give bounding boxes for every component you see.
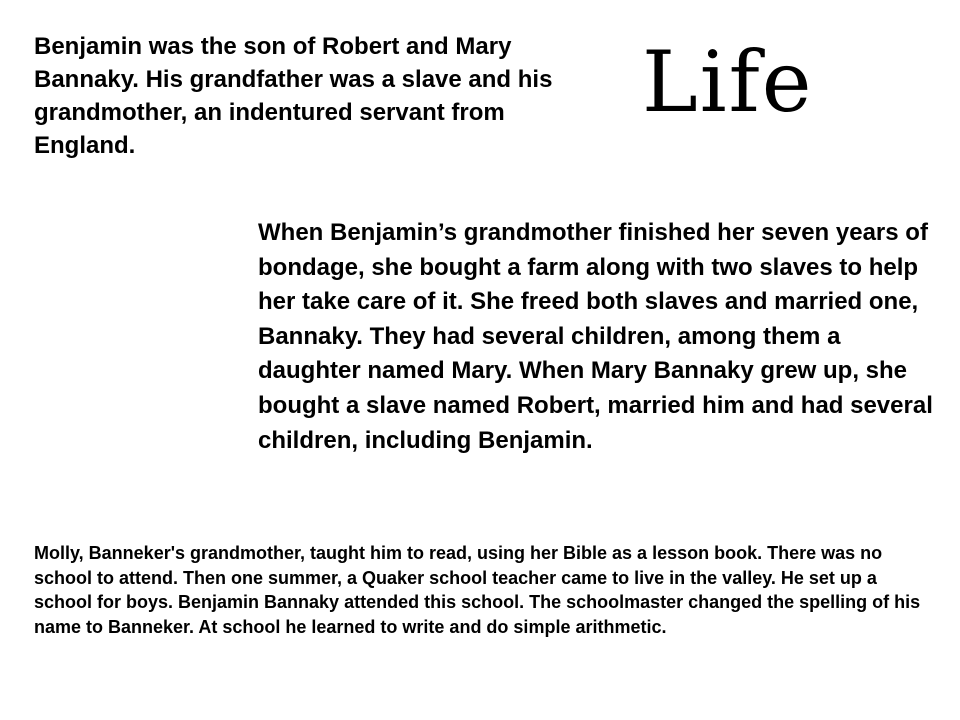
slide-title: Life <box>642 33 814 131</box>
schooling-paragraph: Molly, Banneker's grandmother, taught him to read, using her Bible as a lesson book. There was no school to attend. Then one summer, a Quaker school teacher came to live in the valley. He set up a school for boys. Benjamin Bannaky attended this school. The schoolmaster changed the spelling of his name to Banneker. At school he learned to write and do simple arithmetic. <box>34 543 921 637</box>
grandmother-story-paragraph: When Benjamin’s grandmother finished her seven years of bondage, she bought a farm along with two slaves to help her take care of it. She freed both slaves and married one, Bannaky. They had several children, among them a daughter named Mary. When Mary Bannaky grew up, she bought a slave named Robert, married him and had several children, including Benjamin. <box>258 219 933 454</box>
intro-paragraph: Benjamin was the son of Robert and Mary Bannaky. His grandfather was a slave and his grandmother, an indentured servant from England. <box>34 33 553 159</box>
